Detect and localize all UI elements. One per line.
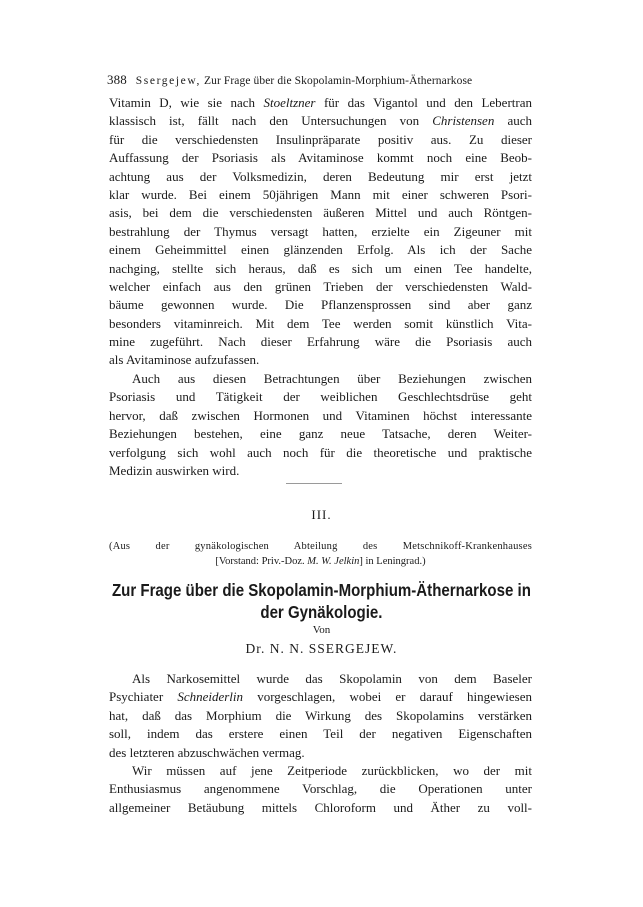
- von-label: Von: [312, 624, 331, 636]
- affiliation-line: [Vorstand: Priv.-Doz. M. W. Jelkin] in Leningrad.): [215, 556, 426, 567]
- article-title: [45, 579, 598, 623]
- affiliation-line: (Aus der gynäkologischen Abteilung des Metschnikoff-Krankenhauses: [109, 541, 532, 552]
- paragraph-zeitperiode: [109, 762, 532, 817]
- text-line: Auffassung der Psoriasis als Avitaminose kommt noch eine Beob-: [109, 150, 532, 166]
- text-line: als Avitaminose aufzufassen.: [109, 352, 260, 368]
- text-line: bestrahlung der Thymus versagt hatten, erzielte ein Zigeuner mit: [109, 223, 532, 239]
- text-line: allgemeiner Betäubung mittels Chloroform und Äther zu voll-: [109, 799, 532, 815]
- text-line: soll, indem das erstere einen Teil der negativen Eigenschaften: [109, 726, 532, 742]
- text-line: einem Geheimmittel einen glänzenden Erfolg. Als ich der Sache: [109, 242, 532, 258]
- article-title-line: Zur Frage über die Skopolamin-Morphium-Äthernarkose in: [111, 580, 531, 600]
- text-line: hat, daß das Morphium die Wirkung des Skopolamins verstärken: [109, 707, 532, 723]
- author-byline: Dr. N. N. SSERGEJEW.: [245, 641, 398, 656]
- running-head-title: Zur Frage über die Skopolamin-Morphium-Äthernarkose: [203, 75, 473, 87]
- text-line: bäume gewonnen wurde. Die Pflanzensprossen sind aber ganz: [109, 297, 532, 313]
- paragraph-conclusion: [109, 370, 532, 480]
- paragraph-vitamin-d: [109, 94, 532, 370]
- section-number: III.: [311, 507, 332, 522]
- text-line: asis, bei dem die verschiedensten äußeren Mittel und auch Röntgen-: [109, 205, 532, 221]
- text-line: klar wurde. Bei einem 50jährigen Mann mit einer schweren Psori-: [109, 186, 532, 202]
- running-head: [107, 72, 537, 88]
- text-line: Enthusiasmus angenommene Vorschlag, die Operationen unter: [109, 781, 532, 797]
- text-line: Medizin auswirken wird.: [109, 462, 240, 478]
- text-line: nachging, stellte sich heraus, daß es sich um einen Tee handelte,: [109, 260, 532, 276]
- running-head-author: Ssergejew,: [135, 75, 201, 87]
- article-title-line: der Gynäkologie.: [260, 602, 383, 622]
- text-line: mine zugeführt. Nach dieser Erfahrung wäre die Psoriasis auch: [109, 334, 532, 350]
- text-line: achtung aus der Volksmedizin, deren Bedeutung mir erst jetzt: [109, 168, 532, 184]
- text-line: für die verschiedensten Insulinpräparate positiv aus. Zu dieser: [109, 131, 532, 147]
- text-line: Psoriasis und Tätigkeit der weiblichen Geschlechtsdrüse geht: [109, 389, 532, 405]
- page-number: 388: [107, 72, 127, 87]
- text-line: besonders vitaminreich. Mit dem Tee werden somit künstlich Vita-: [109, 315, 532, 331]
- text-line: klassisch ist, fällt nach den Untersuchungen von Christensen auch: [109, 113, 532, 129]
- text-line: Wir müssen auf jene Zeitperiode zurückblicken, wo der mit: [132, 763, 532, 778]
- text-line: des letzteren abzuschwächen vermag.: [109, 744, 305, 760]
- paragraph-narkosemittel: [109, 670, 532, 762]
- text-line: Beziehungen bestehen, eine ganz neue Tatsache, deren Weiter-: [109, 426, 532, 442]
- text-line: Vitamin D, wie sie nach Stoeltzner für das Vigantol und den Lebertran: [109, 95, 532, 110]
- text-line: hervor, daß zwischen Hormonen und Vitaminen höchst interessante: [109, 407, 532, 423]
- section-separator: [286, 483, 342, 484]
- affiliation-note: [109, 539, 532, 569]
- text-line: verfolgung sich wohl auch noch für die theoretische und praktische: [109, 444, 532, 460]
- text-line: Als Narkosemittel wurde das Skopolamin von dem Baseler: [132, 671, 532, 686]
- text-line: Auch aus diesen Betrachtungen über Beziehungen zwischen: [132, 371, 532, 386]
- text-line: Psychiater Schneiderlin vorgeschlagen, wobei er darauf hingewiesen: [109, 689, 532, 705]
- text-line: welcher einfach aus den grünen Trieben der verschiedensten Wald-: [109, 278, 532, 294]
